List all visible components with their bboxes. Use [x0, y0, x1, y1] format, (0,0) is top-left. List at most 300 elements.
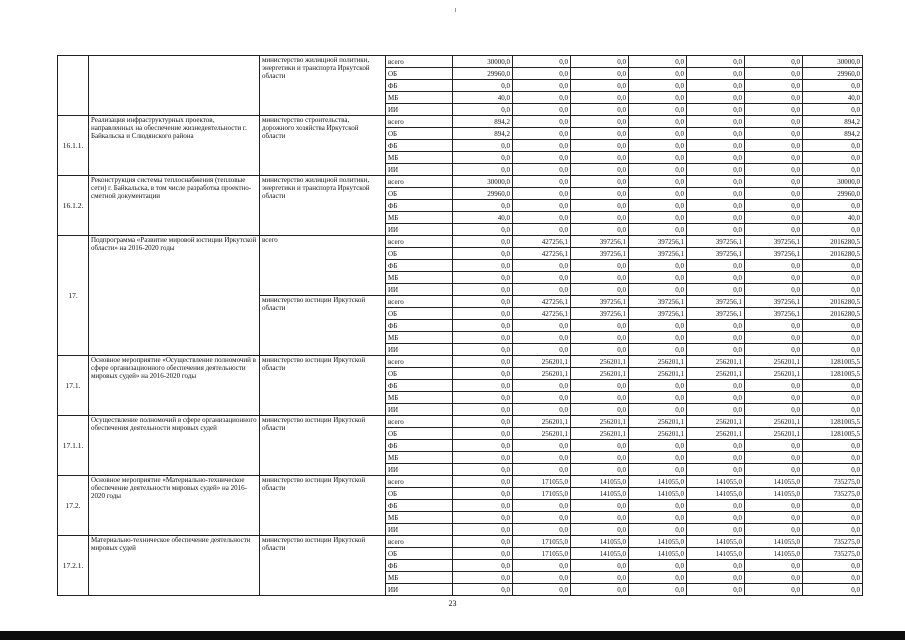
- value-2016: 0,0: [513, 80, 571, 92]
- value-total: 894,2: [803, 128, 863, 140]
- value-2016: 0,0: [513, 200, 571, 212]
- value-total: 1281005,5: [803, 428, 863, 440]
- funding-source: ФБ: [386, 320, 453, 332]
- value-2020: 256201,1: [745, 416, 803, 428]
- value-2016: 171055,0: [513, 536, 571, 548]
- funding-source: ОБ: [386, 368, 453, 380]
- value-2017: 397256,1: [571, 296, 629, 308]
- funding-source: ИИ: [386, 464, 453, 476]
- scan-mark: [455, 8, 456, 12]
- value-2015: 0,0: [453, 572, 513, 584]
- value-total: 40,0: [803, 92, 863, 104]
- value-2017: 0,0: [571, 380, 629, 392]
- value-2015: 0,0: [453, 488, 513, 500]
- value-2020: 256201,1: [745, 428, 803, 440]
- value-2018: 0,0: [629, 284, 687, 296]
- value-total: 0,0: [803, 452, 863, 464]
- funding-source: ФБ: [386, 260, 453, 272]
- value-2016: 0,0: [513, 188, 571, 200]
- value-2015: 29960,0: [453, 68, 513, 80]
- value-2018: 0,0: [629, 320, 687, 332]
- value-2020: 0,0: [745, 104, 803, 116]
- value-2015: 0,0: [453, 320, 513, 332]
- funding-source: ФБ: [386, 500, 453, 512]
- value-2018: 141055,0: [629, 488, 687, 500]
- value-2019: 0,0: [687, 176, 745, 188]
- value-2016: 0,0: [513, 524, 571, 536]
- funding-source: ОБ: [386, 248, 453, 260]
- value-2016: 171055,0: [513, 488, 571, 500]
- funding-source: всего: [386, 476, 453, 488]
- value-2018: 0,0: [629, 500, 687, 512]
- value-2016: 0,0: [513, 140, 571, 152]
- value-2015: 0,0: [453, 512, 513, 524]
- funding-source: ФБ: [386, 560, 453, 572]
- row-name: Основное мероприятие «Осуществление полномочий в сфере организационного обеспечения деятельности мировых судей» на 2016-2020 годы: [89, 356, 260, 416]
- value-2018: 0,0: [629, 140, 687, 152]
- value-total: 0,0: [803, 104, 863, 116]
- row-code: 17.2.1.: [58, 536, 89, 596]
- value-2015: 40,0: [453, 212, 513, 224]
- value-total: 0,0: [803, 380, 863, 392]
- value-2016: 0,0: [513, 320, 571, 332]
- value-2016: 0,0: [513, 176, 571, 188]
- value-2020: 0,0: [745, 500, 803, 512]
- value-2018: 0,0: [629, 392, 687, 404]
- value-total: 0,0: [803, 152, 863, 164]
- value-total: 0,0: [803, 572, 863, 584]
- row-code: 17.: [58, 236, 89, 356]
- value-2017: 0,0: [571, 152, 629, 164]
- value-2018: 0,0: [629, 452, 687, 464]
- value-2015: 0,0: [453, 152, 513, 164]
- value-2015: 0,0: [453, 536, 513, 548]
- value-2015: 0,0: [453, 272, 513, 284]
- funding-source: всего: [386, 416, 453, 428]
- value-2019: 256201,1: [687, 368, 745, 380]
- value-2016: 0,0: [513, 392, 571, 404]
- funding-source: всего: [386, 116, 453, 128]
- value-2019: 0,0: [687, 164, 745, 176]
- value-2019: 141055,0: [687, 536, 745, 548]
- value-total: 0,0: [803, 500, 863, 512]
- budget-table: [57, 55, 863, 596]
- value-2017: 0,0: [571, 176, 629, 188]
- value-2017: 0,0: [571, 80, 629, 92]
- row-executor: министерство юстиции Иркутской области: [260, 356, 386, 416]
- value-2017: 0,0: [571, 404, 629, 416]
- row-executor: министерство юстиции Иркутской области: [260, 536, 386, 596]
- value-2017: 141055,0: [571, 488, 629, 500]
- value-2015: 0,0: [453, 368, 513, 380]
- funding-source: всего: [386, 176, 453, 188]
- value-2017: 0,0: [571, 512, 629, 524]
- value-2015: 29960,0: [453, 188, 513, 200]
- value-2017: 0,0: [571, 212, 629, 224]
- value-2015: 0,0: [453, 308, 513, 320]
- value-total: 30000,0: [803, 56, 863, 68]
- funding-source: всего: [386, 56, 453, 68]
- value-2016: 0,0: [513, 380, 571, 392]
- value-2020: 0,0: [745, 80, 803, 92]
- value-2020: 0,0: [745, 128, 803, 140]
- value-2015: 0,0: [453, 236, 513, 248]
- value-2017: 0,0: [571, 572, 629, 584]
- value-2017: 0,0: [571, 344, 629, 356]
- funding-source: всего: [386, 356, 453, 368]
- value-2017: 0,0: [571, 440, 629, 452]
- value-2018: 256201,1: [629, 368, 687, 380]
- funding-source: ОБ: [386, 128, 453, 140]
- row-name: Подпрограмма «Развитие мировой юстиции Иркутской области» на 2016-2020 годы: [89, 236, 260, 356]
- value-2018: 0,0: [629, 572, 687, 584]
- value-total: 735275,0: [803, 488, 863, 500]
- value-2020: 0,0: [745, 572, 803, 584]
- funding-source: МБ: [386, 272, 453, 284]
- value-2020: 0,0: [745, 212, 803, 224]
- value-2019: 0,0: [687, 560, 745, 572]
- value-2015: 0,0: [453, 416, 513, 428]
- value-2020: 397256,1: [745, 296, 803, 308]
- value-2017: 0,0: [571, 320, 629, 332]
- value-2019: 0,0: [687, 56, 745, 68]
- value-2018: 0,0: [629, 176, 687, 188]
- value-2020: 0,0: [745, 56, 803, 68]
- value-2019: 0,0: [687, 80, 745, 92]
- funding-source: МБ: [386, 512, 453, 524]
- funding-source: ОБ: [386, 308, 453, 320]
- value-total: 1281005,5: [803, 356, 863, 368]
- funding-source: всего: [386, 296, 453, 308]
- value-2020: 0,0: [745, 320, 803, 332]
- row-executor: министерство юстиции Иркутской области: [260, 476, 386, 536]
- value-2020: 0,0: [745, 332, 803, 344]
- value-2016: 171055,0: [513, 476, 571, 488]
- value-2019: 0,0: [687, 380, 745, 392]
- value-2020: 0,0: [745, 92, 803, 104]
- value-2018: 256201,1: [629, 428, 687, 440]
- funding-source: ФБ: [386, 140, 453, 152]
- value-2019: 397256,1: [687, 248, 745, 260]
- funding-source: ИИ: [386, 404, 453, 416]
- page-number: 23: [448, 599, 457, 608]
- scan-border: [0, 631, 905, 640]
- value-2016: 0,0: [513, 260, 571, 272]
- value-2019: 0,0: [687, 260, 745, 272]
- value-2015: 0,0: [453, 200, 513, 212]
- row-executor: министерство жилищной политики, энергетики и транспорта Иркутской области: [260, 176, 386, 236]
- value-2016: 256201,1: [513, 416, 571, 428]
- value-2020: 0,0: [745, 224, 803, 236]
- value-2019: 0,0: [687, 188, 745, 200]
- value-2017: 141055,0: [571, 476, 629, 488]
- value-total: 0,0: [803, 284, 863, 296]
- value-2017: 0,0: [571, 584, 629, 596]
- value-2019: 0,0: [687, 212, 745, 224]
- value-2020: 0,0: [745, 164, 803, 176]
- value-total: 0,0: [803, 80, 863, 92]
- row-code: 17.2.: [58, 476, 89, 536]
- row-name: [89, 56, 260, 116]
- value-2017: 0,0: [571, 272, 629, 284]
- funding-source: ОБ: [386, 188, 453, 200]
- value-total: 2016280,5: [803, 236, 863, 248]
- value-2019: 256201,1: [687, 428, 745, 440]
- value-2020: 0,0: [745, 524, 803, 536]
- value-2018: 397256,1: [629, 296, 687, 308]
- value-2018: 0,0: [629, 560, 687, 572]
- value-total: 0,0: [803, 464, 863, 476]
- value-2019: 0,0: [687, 344, 745, 356]
- value-2018: 0,0: [629, 200, 687, 212]
- value-total: 29960,0: [803, 188, 863, 200]
- row-name: Материально-техническое обеспечение деятельности мировых судей: [89, 536, 260, 596]
- value-2019: 0,0: [687, 92, 745, 104]
- value-2015: 0,0: [453, 464, 513, 476]
- funding-source: МБ: [386, 152, 453, 164]
- value-2018: 0,0: [629, 56, 687, 68]
- value-2017: 0,0: [571, 524, 629, 536]
- value-2020: 0,0: [745, 452, 803, 464]
- value-2016: 0,0: [513, 128, 571, 140]
- value-total: 0,0: [803, 344, 863, 356]
- value-2016: 0,0: [513, 68, 571, 80]
- value-2015: 894,2: [453, 128, 513, 140]
- value-2020: 0,0: [745, 152, 803, 164]
- row-executor: министерство строительства, дорожного хозяйства Иркутской области: [260, 116, 386, 176]
- value-2016: 0,0: [513, 464, 571, 476]
- value-2019: 397256,1: [687, 236, 745, 248]
- value-2015: 0,0: [453, 452, 513, 464]
- value-2019: 0,0: [687, 404, 745, 416]
- value-2020: 0,0: [745, 464, 803, 476]
- value-2019: 0,0: [687, 584, 745, 596]
- value-2015: 0,0: [453, 392, 513, 404]
- value-2016: 0,0: [513, 560, 571, 572]
- table-row: [58, 236, 863, 248]
- value-2016: 0,0: [513, 92, 571, 104]
- row-executor: министерство юстиции Иркутской области: [260, 296, 386, 356]
- value-total: 894,2: [803, 116, 863, 128]
- value-2016: 427256,1: [513, 308, 571, 320]
- value-2017: 0,0: [571, 260, 629, 272]
- row-code: [58, 56, 89, 116]
- value-2017: 256201,1: [571, 356, 629, 368]
- value-2015: 0,0: [453, 344, 513, 356]
- value-2020: 0,0: [745, 188, 803, 200]
- value-2018: 0,0: [629, 260, 687, 272]
- value-2019: 141055,0: [687, 488, 745, 500]
- value-2017: 397256,1: [571, 308, 629, 320]
- value-2017: 397256,1: [571, 236, 629, 248]
- funding-source: ОБ: [386, 68, 453, 80]
- value-2018: 141055,0: [629, 548, 687, 560]
- value-2015: 0,0: [453, 332, 513, 344]
- value-2015: 0,0: [453, 284, 513, 296]
- value-2016: 0,0: [513, 344, 571, 356]
- row-code: 17.1.: [58, 356, 89, 416]
- value-2016: 0,0: [513, 272, 571, 284]
- value-2016: 256201,1: [513, 368, 571, 380]
- value-2018: 0,0: [629, 212, 687, 224]
- table-row: [58, 116, 863, 128]
- value-2019: 0,0: [687, 140, 745, 152]
- value-2015: 0,0: [453, 524, 513, 536]
- funding-source: ОБ: [386, 548, 453, 560]
- value-2019: 0,0: [687, 104, 745, 116]
- value-2017: 0,0: [571, 164, 629, 176]
- funding-source: ИИ: [386, 104, 453, 116]
- value-total: 1281005,5: [803, 368, 863, 380]
- value-2019: 256201,1: [687, 356, 745, 368]
- value-2015: 0,0: [453, 548, 513, 560]
- value-2020: 0,0: [745, 392, 803, 404]
- value-2018: 0,0: [629, 344, 687, 356]
- value-2019: 0,0: [687, 200, 745, 212]
- value-2015: 0,0: [453, 140, 513, 152]
- value-2018: 0,0: [629, 380, 687, 392]
- value-2019: 141055,0: [687, 548, 745, 560]
- value-2015: 0,0: [453, 476, 513, 488]
- value-2015: 30000,0: [453, 176, 513, 188]
- value-2019: 0,0: [687, 116, 745, 128]
- value-total: 0,0: [803, 164, 863, 176]
- value-2020: 0,0: [745, 68, 803, 80]
- funding-source: МБ: [386, 92, 453, 104]
- value-2019: 0,0: [687, 224, 745, 236]
- value-2016: 0,0: [513, 224, 571, 236]
- value-2020: 141055,0: [745, 548, 803, 560]
- value-2016: 0,0: [513, 212, 571, 224]
- value-2017: 0,0: [571, 92, 629, 104]
- value-2020: 0,0: [745, 440, 803, 452]
- value-2015: 0,0: [453, 380, 513, 392]
- value-2016: 0,0: [513, 56, 571, 68]
- value-2018: 397256,1: [629, 248, 687, 260]
- value-total: 0,0: [803, 392, 863, 404]
- value-total: 29960,0: [803, 68, 863, 80]
- value-2017: 0,0: [571, 284, 629, 296]
- value-total: 0,0: [803, 512, 863, 524]
- value-2015: 40,0: [453, 92, 513, 104]
- value-2016: 256201,1: [513, 356, 571, 368]
- value-total: 735275,0: [803, 548, 863, 560]
- value-2020: 256201,1: [745, 356, 803, 368]
- value-2017: 0,0: [571, 188, 629, 200]
- value-2017: 141055,0: [571, 548, 629, 560]
- table-row: [58, 56, 863, 68]
- value-2019: 0,0: [687, 272, 745, 284]
- value-2017: 256201,1: [571, 416, 629, 428]
- funding-source: МБ: [386, 572, 453, 584]
- value-2017: 0,0: [571, 560, 629, 572]
- row-executor: министерство юстиции Иркутской области: [260, 416, 386, 476]
- value-2018: 256201,1: [629, 416, 687, 428]
- funding-source: ИИ: [386, 284, 453, 296]
- value-2018: 0,0: [629, 128, 687, 140]
- funding-source: ФБ: [386, 380, 453, 392]
- value-2017: 0,0: [571, 464, 629, 476]
- funding-source: ОБ: [386, 488, 453, 500]
- value-2020: 0,0: [745, 200, 803, 212]
- value-2017: 0,0: [571, 68, 629, 80]
- value-2020: 0,0: [745, 404, 803, 416]
- value-2018: 0,0: [629, 164, 687, 176]
- value-2018: 0,0: [629, 68, 687, 80]
- value-2018: 0,0: [629, 116, 687, 128]
- value-2020: 0,0: [745, 584, 803, 596]
- value-2020: 0,0: [745, 284, 803, 296]
- funding-source: ИИ: [386, 224, 453, 236]
- value-2016: 0,0: [513, 152, 571, 164]
- funding-source: МБ: [386, 332, 453, 344]
- value-2016: 427256,1: [513, 236, 571, 248]
- value-2016: 0,0: [513, 332, 571, 344]
- value-2018: 0,0: [629, 92, 687, 104]
- value-2018: 0,0: [629, 584, 687, 596]
- value-2019: 0,0: [687, 332, 745, 344]
- value-2020: 397256,1: [745, 248, 803, 260]
- value-2015: 0,0: [453, 440, 513, 452]
- value-2015: 894,2: [453, 116, 513, 128]
- value-2017: 397256,1: [571, 248, 629, 260]
- value-2018: 0,0: [629, 440, 687, 452]
- value-2020: 397256,1: [745, 308, 803, 320]
- funding-source: МБ: [386, 452, 453, 464]
- row-code: 16.1.2.: [58, 176, 89, 236]
- value-2020: 141055,0: [745, 536, 803, 548]
- value-2019: 0,0: [687, 440, 745, 452]
- value-total: 0,0: [803, 140, 863, 152]
- table-row: [58, 536, 863, 548]
- value-2018: 141055,0: [629, 536, 687, 548]
- value-2019: 256201,1: [687, 416, 745, 428]
- value-2019: 397256,1: [687, 296, 745, 308]
- value-2017: 0,0: [571, 452, 629, 464]
- value-2020: 0,0: [745, 512, 803, 524]
- value-2019: 0,0: [687, 284, 745, 296]
- value-2018: 0,0: [629, 404, 687, 416]
- value-2018: 256201,1: [629, 356, 687, 368]
- value-2020: 0,0: [745, 380, 803, 392]
- value-2018: 0,0: [629, 80, 687, 92]
- value-2018: 0,0: [629, 104, 687, 116]
- row-name: Осуществление полномочий в сфере организационного обеспечения деятельности мировых судей: [89, 416, 260, 476]
- value-total: 0,0: [803, 320, 863, 332]
- value-2020: 141055,0: [745, 476, 803, 488]
- value-2016: 0,0: [513, 512, 571, 524]
- value-2015: 0,0: [453, 428, 513, 440]
- funding-source: всего: [386, 536, 453, 548]
- row-executor: министерство жилищной политики, энергетики и транспорта Иркутской области: [260, 56, 386, 116]
- value-total: 0,0: [803, 260, 863, 272]
- table-row: [58, 416, 863, 428]
- value-2018: 0,0: [629, 224, 687, 236]
- value-2016: 171055,0: [513, 548, 571, 560]
- value-total: 40,0: [803, 212, 863, 224]
- value-2016: 0,0: [513, 284, 571, 296]
- funding-source: ФБ: [386, 440, 453, 452]
- value-2020: 0,0: [745, 116, 803, 128]
- funding-source: ОБ: [386, 428, 453, 440]
- value-2019: 0,0: [687, 68, 745, 80]
- value-total: 0,0: [803, 404, 863, 416]
- value-2015: 0,0: [453, 584, 513, 596]
- value-2020: 0,0: [745, 272, 803, 284]
- value-2019: 0,0: [687, 500, 745, 512]
- value-2019: 0,0: [687, 512, 745, 524]
- value-total: 0,0: [803, 332, 863, 344]
